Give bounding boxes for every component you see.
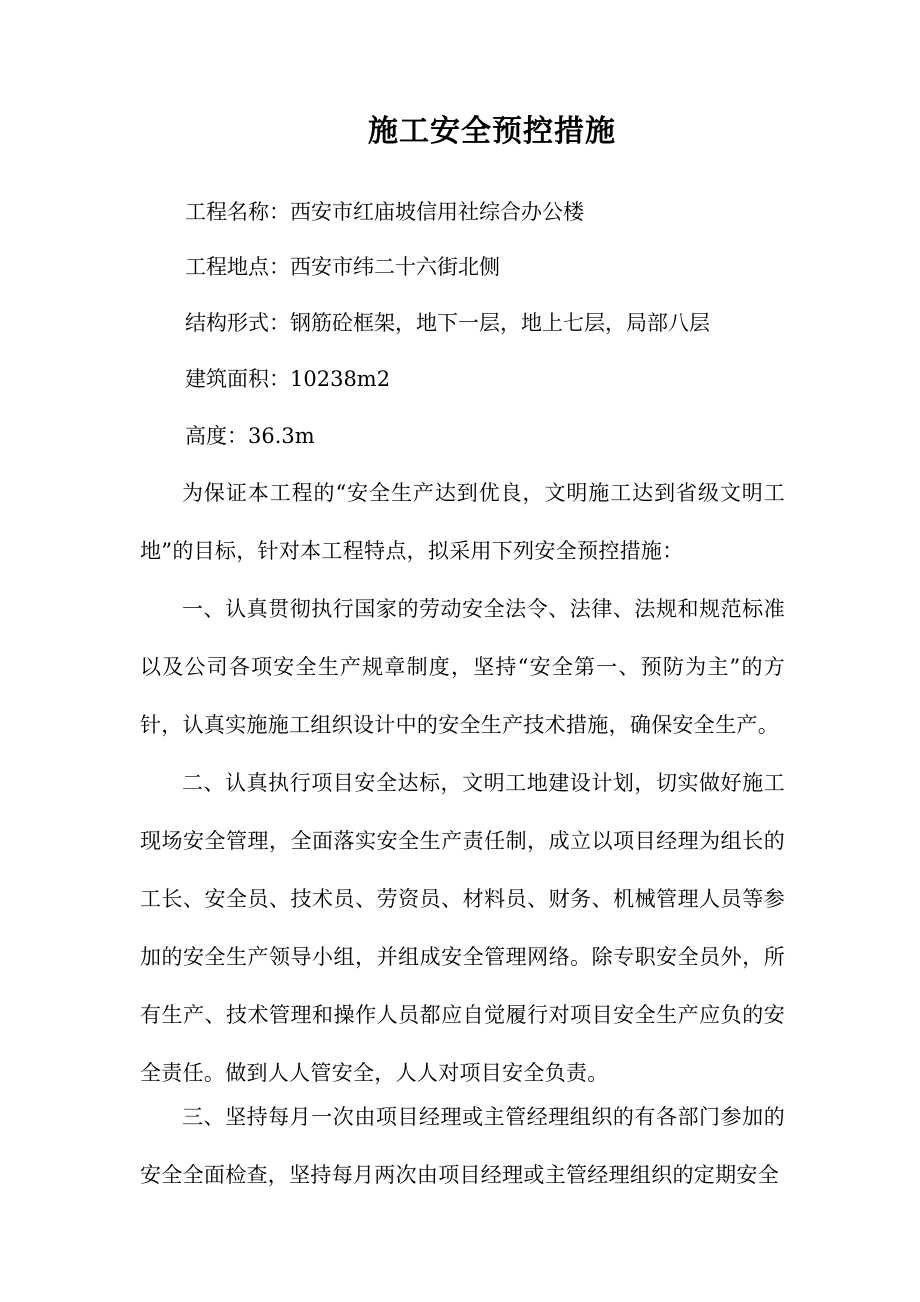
paragraph-item-3: 三、坚持每月一次由项目经理或主管经理组织的有各部门参加的安全全面检查，坚持每月两次由项目经理或主管经理组织的定期安全	[140, 1105, 785, 1187]
paragraph-item-1: 一、认真贯彻执行国家的劳动安全法令、法律、法规和规范标准以及公司各项安全生产规章制度，坚持“安全第一、预防为主”的方针，认真实施施工组织设计中的安全生产技术措施，确保安全生产。	[140, 597, 785, 737]
project-name-line: 工程名称：西安市红庙坡信用社综合办公楼	[185, 200, 584, 224]
paragraph-item-2: 二、认真执行项目安全达标，文明工地建设计划，切实做好施工现场安全管理，全面落实安全生产责任制，成立以项目经理为组长的工长、安全员、技术员、劳资员、材料员、财务、机械管理人员等参加的安全生产领导小组，并组成安全管理网络。除专职安全员外，所有生产、技术管理和操作人员都应自觉履行对项目安全生产应负的安全责任。做到人人管安全，人人对项目安全负责。	[140, 771, 785, 1085]
structure-line: 结构形式：钢筋砼框架，地下一层，地上七层，局部八层	[185, 311, 710, 335]
project-location-line: 工程地点：西安市纬二十六街北侧	[185, 255, 500, 279]
building-area-line: 建筑面积：10238m2	[185, 367, 391, 391]
paragraph-intro: 为保证本工程的“安全生产达到优良，文明施工达到省级文明工地”的目标，针对本工程特点，拟采用下列安全预控措施：	[140, 481, 785, 563]
document-title: 施工安全预控措施	[368, 114, 616, 149]
height-line: 高度：36.3m	[185, 424, 315, 448]
